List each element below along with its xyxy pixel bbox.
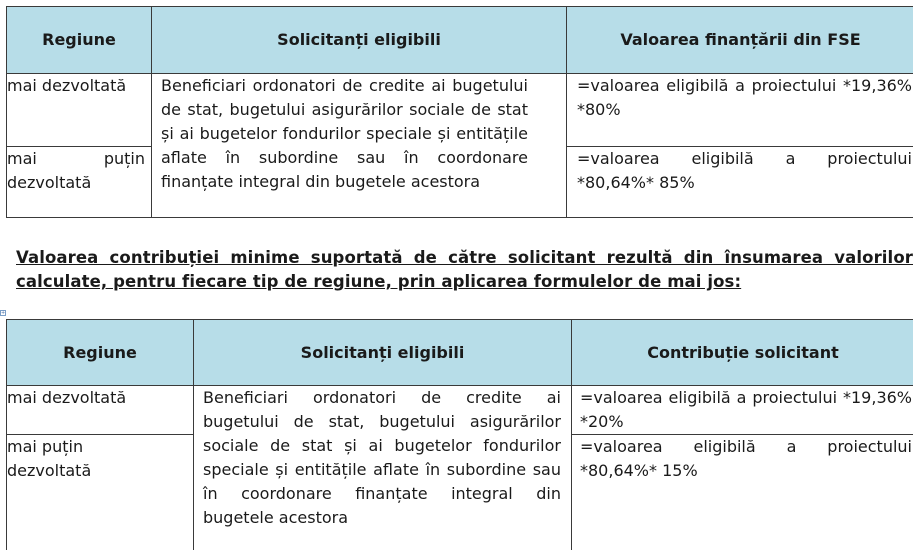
funding-formula-cell: =valoarea eligibilă a proiectului *19,36% *80% — [567, 74, 913, 147]
table-anchor-icon[interactable]: + — [1, 310, 6, 316]
contribution-formula-cell: =valoarea eligibilă a proiectului *19,36% *20% — [572, 386, 913, 435]
contribution-formula-cell: =valoarea eligibilă a proiectului *80,64%* 15% — [572, 435, 913, 550]
header-regiune: Regiune — [7, 320, 194, 386]
region-cell: mai dezvoltată — [7, 386, 194, 435]
contribution-intro-text: Valoarea contribuției minime suportată de către solicitant rezultă din însumarea valorilor calculate, pentru fiecare tip de regiune, prin aplicarea formulelor de mai jos: — [16, 248, 913, 291]
funding-formula-cell: =valoarea eligibilă a proiectului *80,64%* 85% — [567, 147, 913, 218]
table-row — [7, 74, 913, 147]
header-regiune: Regiune — [7, 7, 152, 74]
header-valoarea-finantarii: Valoarea finanțării din FSE — [567, 7, 913, 74]
table-row — [7, 386, 913, 435]
table-header-row — [7, 7, 913, 74]
header-contributie-solicitant: Contribuție solicitant — [572, 320, 913, 386]
contribution-table — [6, 319, 913, 550]
region-cell: mai puțin dezvoltată — [7, 147, 152, 218]
eligible-applicants-cell: Beneficiari ordonatori de credite ai bugetului de stat, bugetului asigurărilor sociale de stat și ai bugetelor fondurilor speciale și entitățile aflate în subordine sau în coordonare finanțate integral din bugetele acestora — [152, 74, 567, 218]
header-solicitanti: Solicitanți eligibili — [152, 7, 567, 74]
eligible-applicants-cell: Beneficiari ordonatori de credite ai bugetului de stat, bugetului asigurărilor sociale de stat și ai bugetelor fondurilor speciale și entitățile aflate în subordine sau în coordonare finanțate integral din bugetele acestora — [194, 386, 572, 550]
header-solicitanti: Solicitanți eligibili — [194, 320, 572, 386]
region-cell: mai puțin dezvoltată — [7, 435, 194, 550]
funding-table — [6, 6, 913, 218]
region-cell: mai dezvoltată — [7, 74, 152, 147]
table-header-row — [7, 320, 913, 386]
